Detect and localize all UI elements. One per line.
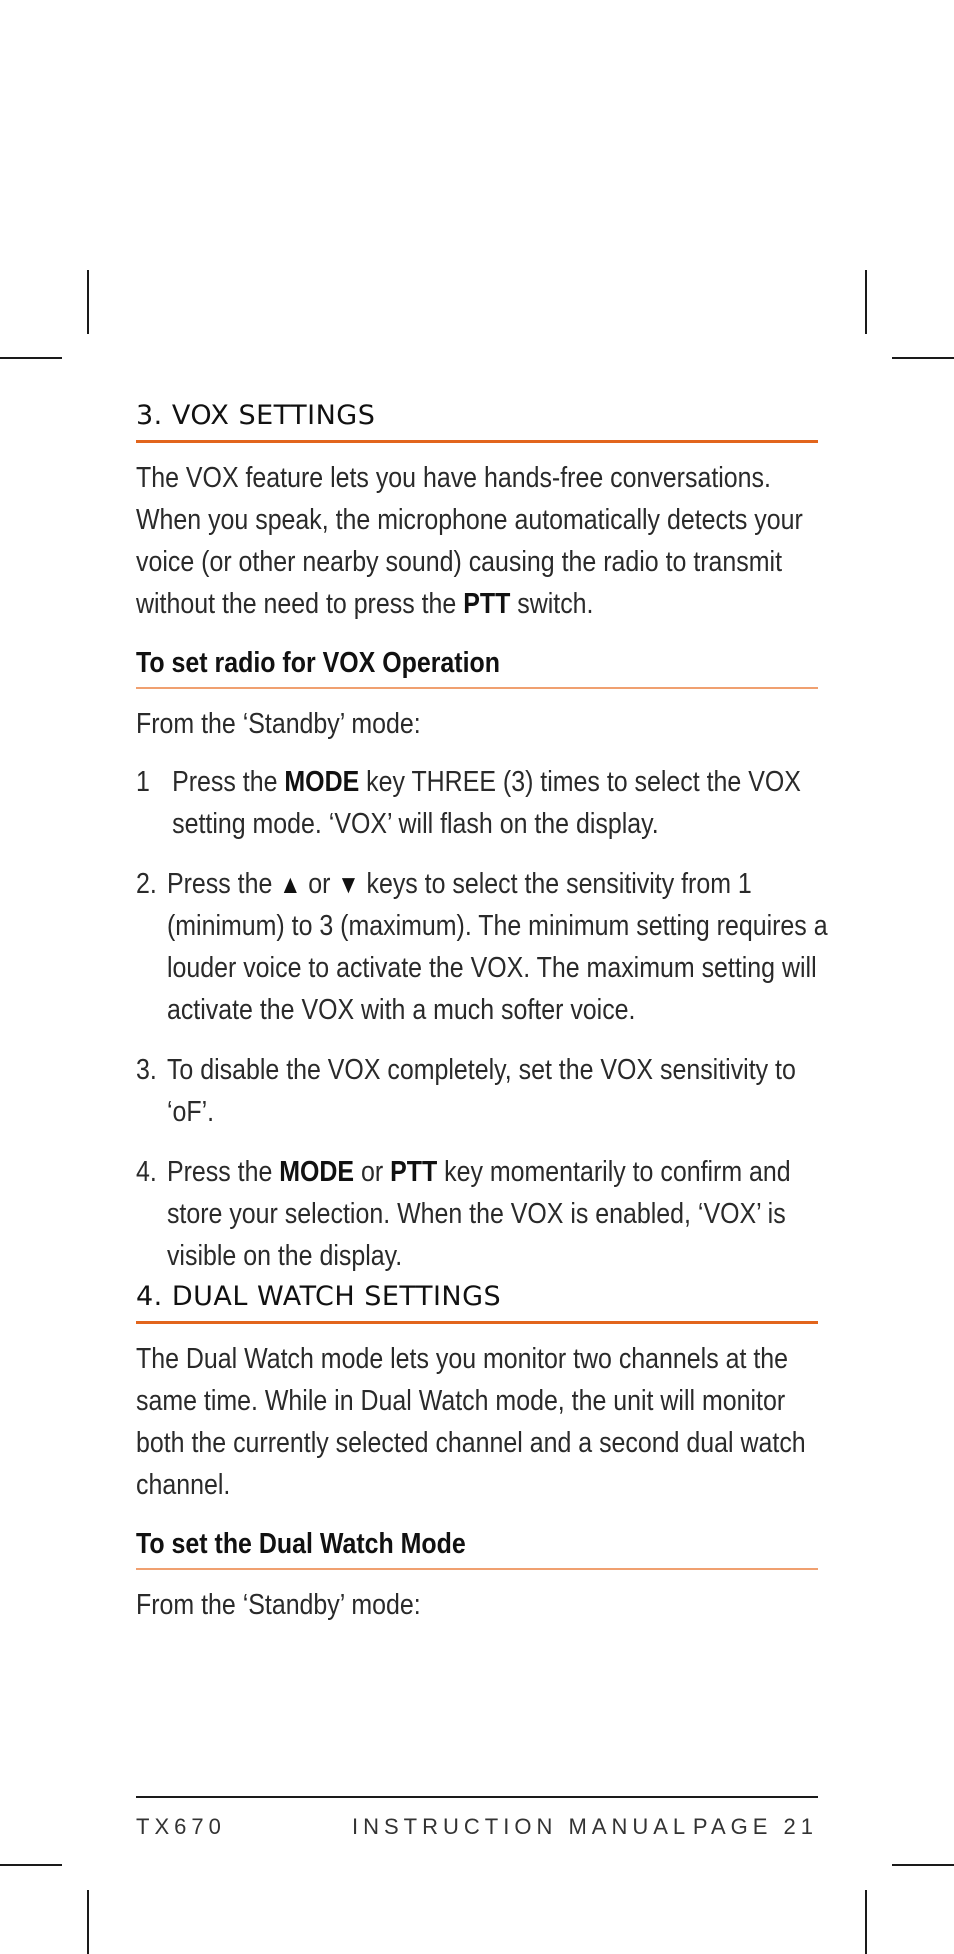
vox-intro-paragraph: The VOX feature lets you have hands-free conversations. When you speak, the microphone automatically detects your voice (or other nearby sound) causing the radio to transmit without the need to press the PTT switch.: [136, 462, 803, 620]
subheading-vox-operation: To set radio for VOX Operation: [136, 643, 818, 689]
footer-page-number: PAGE 21: [692, 1814, 818, 1839]
footer-manual-title: INSTRUCTION MANUAL: [352, 1814, 691, 1839]
ptt-label: PTT: [463, 588, 511, 620]
dual-watch-intro-paragraph: The Dual Watch mode lets you monitor two channels at the same time. While in Dual Watch mode, the unit will monitor both the currently selected channel and a second dual watch channel.: [136, 1343, 806, 1501]
page-footer: [136, 1796, 818, 1839]
down-arrow-icon: ▼: [337, 869, 360, 899]
section-title-vox: 3. VOX SETTINGS: [136, 398, 818, 443]
list-item: 3. To disable the VOX completely, set the VOX sensitivity to ‘oF’.: [136, 1054, 796, 1128]
crop-mark-top-right-horizontal: [892, 357, 954, 359]
crop-mark-bottom-right-vertical: [865, 1890, 867, 1954]
crop-mark-top-left-vertical: [87, 270, 89, 334]
list-item: 2. Press the ▲ or ▼ keys to select the sensitivity from 1 (minimum) to 3 (maximum). The minimum setting requires a louder voice to activate the VOX. The maximum setting will activate the VOX with a much softer voice.: [136, 868, 828, 1026]
crop-mark-bottom-left-vertical: [87, 1890, 89, 1954]
dual-watch-standby-note: From the ‘Standby’ mode:: [136, 1589, 421, 1621]
footer-model: TX670: [136, 1814, 226, 1839]
vox-steps-list: [136, 761, 828, 1277]
subheading-dual-watch-mode: To set the Dual Watch Mode: [136, 1524, 818, 1570]
crop-mark-bottom-left-horizontal: [0, 1864, 62, 1866]
crop-mark-top-left-horizontal: [0, 357, 62, 359]
page-content: [136, 398, 828, 1626]
crop-mark-bottom-right-horizontal: [892, 1864, 954, 1866]
up-arrow-icon: ▲: [279, 869, 302, 899]
crop-mark-top-right-vertical: [865, 270, 867, 334]
list-item: 4. Press the MODE or PTT key momentarily to confirm and store your selection. When the VOX is enabled, ‘VOX’ is visible on the display.: [136, 1156, 791, 1272]
list-item: 1 Press the MODE key THREE (3) times to select the VOX setting mode. ‘VOX’ will flash on the display.: [136, 766, 801, 840]
section-title-dual-watch: 4. DUAL WATCH SETTINGS: [136, 1279, 818, 1324]
vox-standby-note: From the ‘Standby’ mode:: [136, 708, 421, 740]
